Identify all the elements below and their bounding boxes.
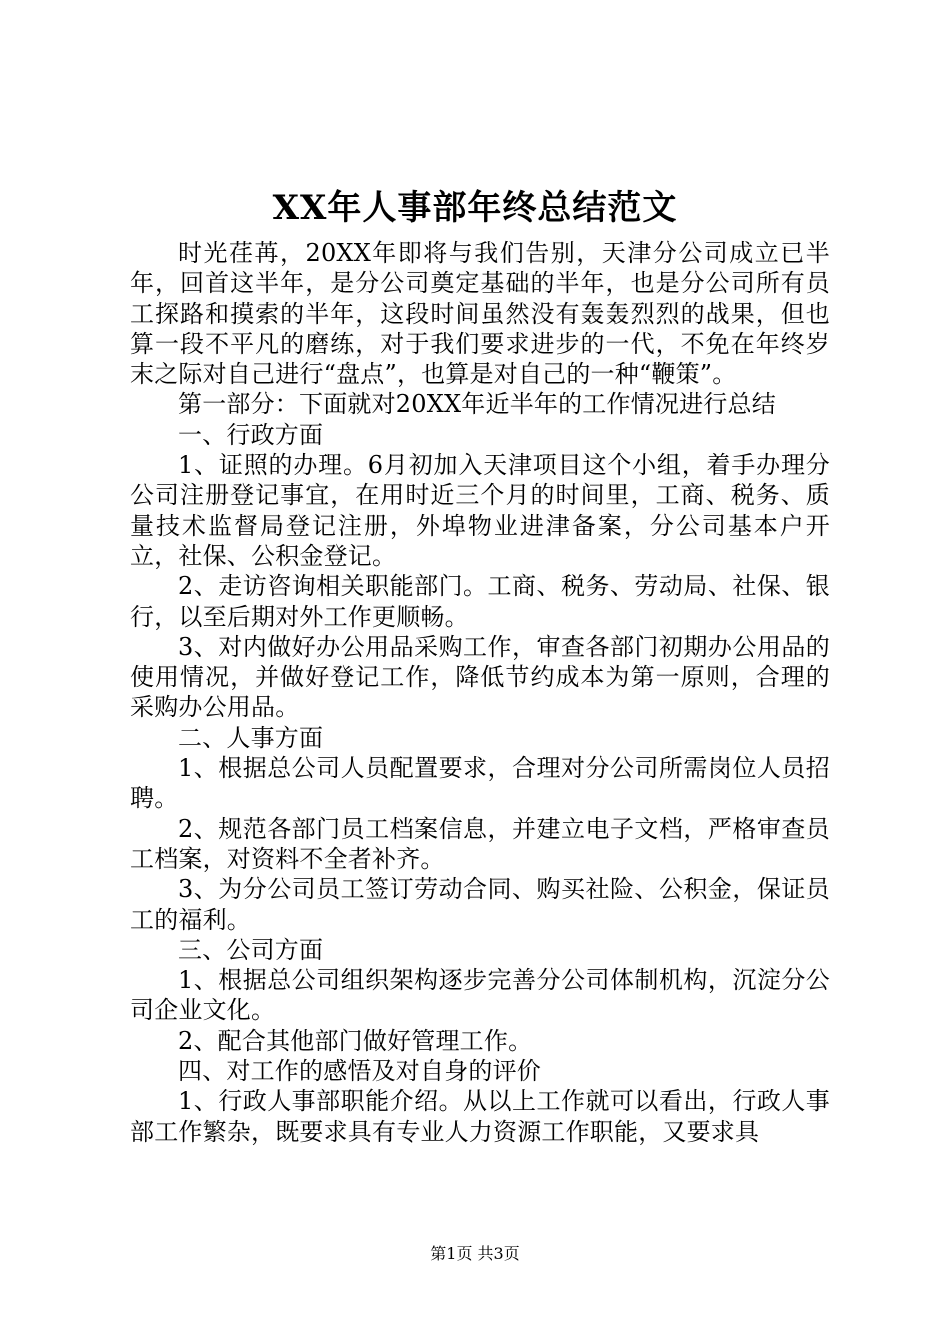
paragraph: 2、规范各部门员工档案信息，并建立电子文档，严格审查员工档案，对资料不全者补齐。 [130,814,830,873]
section-heading-administration: 一、行政方面 [178,420,324,449]
section-heading-reflection: 四、对工作的感悟及对自身的评价 [178,1057,541,1086]
document-body [130,238,830,1147]
section-heading-personnel: 二、人事方面 [178,723,324,752]
paragraph: 1、证照的办理。6月初加入天津项目这个小组，着手办理分公司注册登记事宜，在用时近三个月的时间里，工商、税务、质量技术监督局登记注册，外埠物业进津备案，分公司基本户开立，社保、公积金登记。 [130,451,830,570]
section-heading-part-one: 第一部分：下面就对20XX年近半年的工作情况进行总结 [178,390,776,419]
paragraph: 1、根据总公司人员配置要求，合理对分公司所需岗位人员招聘。 [130,754,830,813]
paragraph: 3、对内做好办公用品采购工作，审查各部门初期办公用品的使用情况，并做好登记工作，降低节约成本为第一原则，合理的采购办公用品。 [130,632,830,722]
paragraph: 1、行政人事部职能介绍。从以上工作就可以看出，行政人事部工作繁杂，既要求具有专业人力资源工作职能，又要求具 [130,1087,830,1146]
paragraph: 2、配合其他部门做好管理工作。 [178,1026,533,1055]
section-heading-company: 三、公司方面 [178,935,324,964]
paragraph: 3、为分公司员工签订劳动合同、购买社险、公积金，保证员工的福利。 [130,875,830,934]
document-title: XX年人事部年终总结范文 [272,188,678,228]
paragraph: 2、走访咨询相关职能部门。工商、税务、劳动局、社保、银行，以至后期对外工作更顺畅。 [130,572,830,631]
page-number-footer: 第1页 共3页 [430,1244,520,1263]
paragraph: 1、根据总公司组织架构逐步完善分公司体制机构，沉淀分公司企业文化。 [130,966,830,1025]
paragraph: 时光荏苒，20XX年即将与我们告别，天津分公司成立已半年，回首这半年，是分公司奠定基础的半年，也是分公司所有员工探路和摸索的半年，这段时间虽然没有轰轰烈烈的战果，但也算一段不平凡的磨练，对于我们要求进步的一代，不免在年终岁末之际对自己进行“盘点”，也算是对自己的一种“鞭策”。 [130,239,830,389]
